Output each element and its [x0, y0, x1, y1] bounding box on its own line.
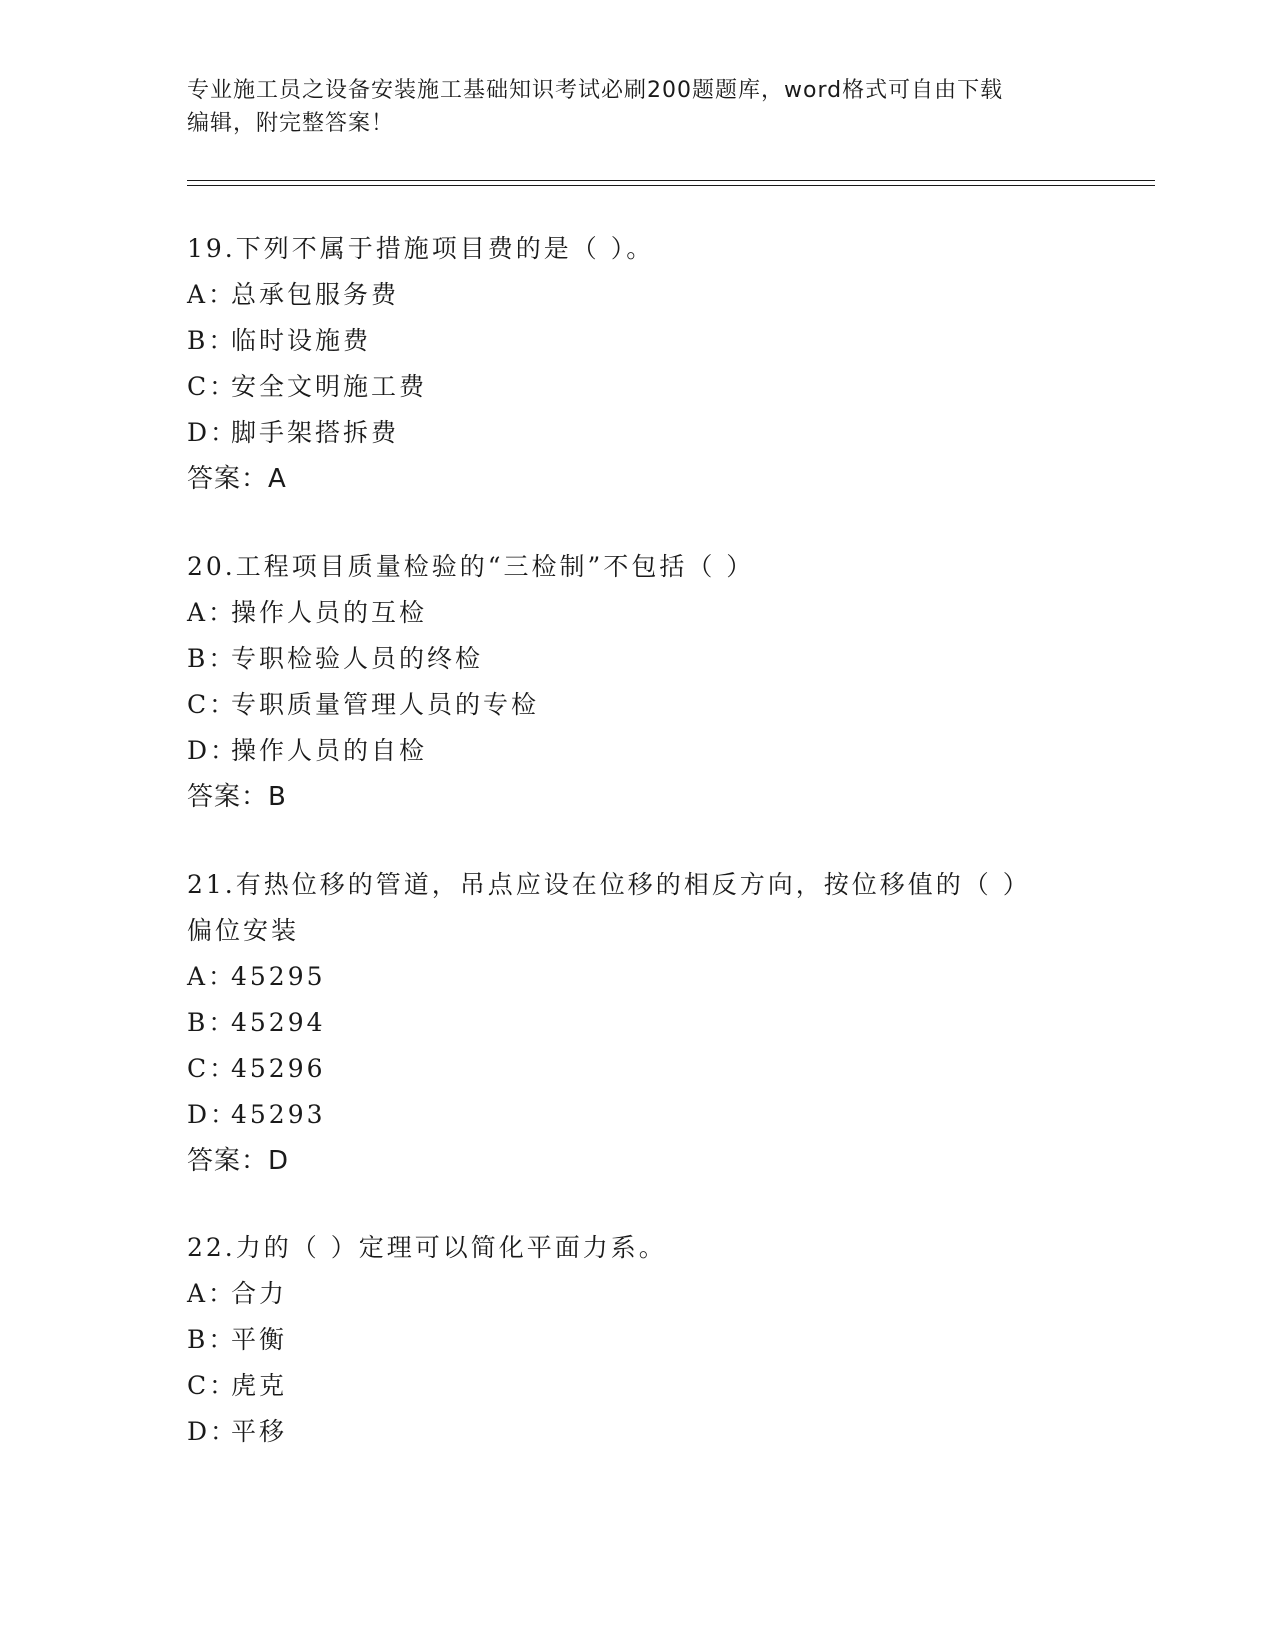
option-letter: C： — [187, 372, 238, 401]
option-b — [187, 636, 1067, 682]
option-text: 安全文明施工费 — [231, 372, 428, 401]
question-19 — [187, 226, 1067, 502]
option-d — [187, 1409, 1067, 1455]
option-text: 专职质量管理人员的专检 — [231, 690, 540, 719]
header-divider-bottom — [187, 185, 1155, 186]
option-letter: A： — [187, 598, 237, 627]
question-stem: 19.下列不属于措施项目费的是（ ）。 — [187, 234, 655, 263]
answer-line: 答案：D — [187, 1146, 290, 1176]
option-text: 合力 — [231, 1279, 288, 1308]
option-letter: A： — [187, 962, 237, 991]
option-text: 专职检验人员的终检 — [231, 644, 484, 673]
option-text: 操作人员的自检 — [231, 736, 428, 765]
option-text: 45295 — [231, 962, 326, 991]
option-d — [187, 728, 1067, 774]
option-letter: B： — [187, 1325, 237, 1354]
option-text: 45296 — [231, 1054, 326, 1083]
question-21 — [187, 862, 1067, 1184]
option-letter: D： — [187, 1100, 239, 1129]
option-a — [187, 272, 1067, 318]
option-letter: A： — [187, 280, 237, 309]
option-d — [187, 410, 1067, 456]
option-text: 45293 — [231, 1100, 326, 1129]
question-stem: 21.有热位移的管道，吊点应设在位移的相反方向，按位移值的（ ）偏位安装 — [187, 870, 1031, 945]
option-letter: C： — [187, 1371, 238, 1400]
answer-line: 答案：A — [187, 464, 287, 494]
option-a — [187, 590, 1067, 636]
option-letter: B： — [187, 1008, 237, 1037]
document-header — [187, 74, 1067, 140]
option-text: 平移 — [231, 1417, 288, 1446]
option-letter: C： — [187, 690, 238, 719]
option-b — [187, 1000, 1067, 1046]
option-c — [187, 364, 1067, 410]
option-text: 操作人员的互检 — [231, 598, 428, 627]
option-letter: C： — [187, 1054, 238, 1083]
option-c — [187, 1046, 1067, 1092]
header-divider-top — [187, 180, 1155, 181]
option-c — [187, 1363, 1067, 1409]
option-a — [187, 954, 1067, 1000]
option-b — [187, 1317, 1067, 1363]
option-letter: B： — [187, 644, 237, 673]
option-letter: D： — [187, 1417, 239, 1446]
option-letter: D： — [187, 418, 239, 447]
question-stem: 22.力的（ ）定理可以简化平面力系。 — [187, 1233, 667, 1262]
option-text: 虎克 — [231, 1371, 288, 1400]
question-22 — [187, 1225, 1067, 1455]
option-letter: D： — [187, 736, 239, 765]
option-text: 平衡 — [231, 1325, 288, 1354]
option-text: 45294 — [231, 1008, 326, 1037]
header-line-1: 专业施工员之设备安装施工基础知识考试必刷200题题库，word格式可自由下载 — [187, 78, 1004, 103]
option-text: 总承包服务费 — [231, 280, 400, 309]
question-20 — [187, 544, 1067, 820]
option-text: 临时设施费 — [231, 326, 372, 355]
option-a — [187, 1271, 1067, 1317]
answer-line: 答案：B — [187, 782, 287, 812]
question-stem: 20.工程项目质量检验的“三检制”不包括（ ） — [187, 552, 755, 581]
header-line-2: 编辑，附完整答案！ — [187, 111, 395, 136]
option-b — [187, 318, 1067, 364]
option-letter: A： — [187, 1279, 237, 1308]
option-d — [187, 1092, 1067, 1138]
option-text: 脚手架搭拆费 — [231, 418, 400, 447]
option-c — [187, 682, 1067, 728]
option-letter: B： — [187, 326, 237, 355]
